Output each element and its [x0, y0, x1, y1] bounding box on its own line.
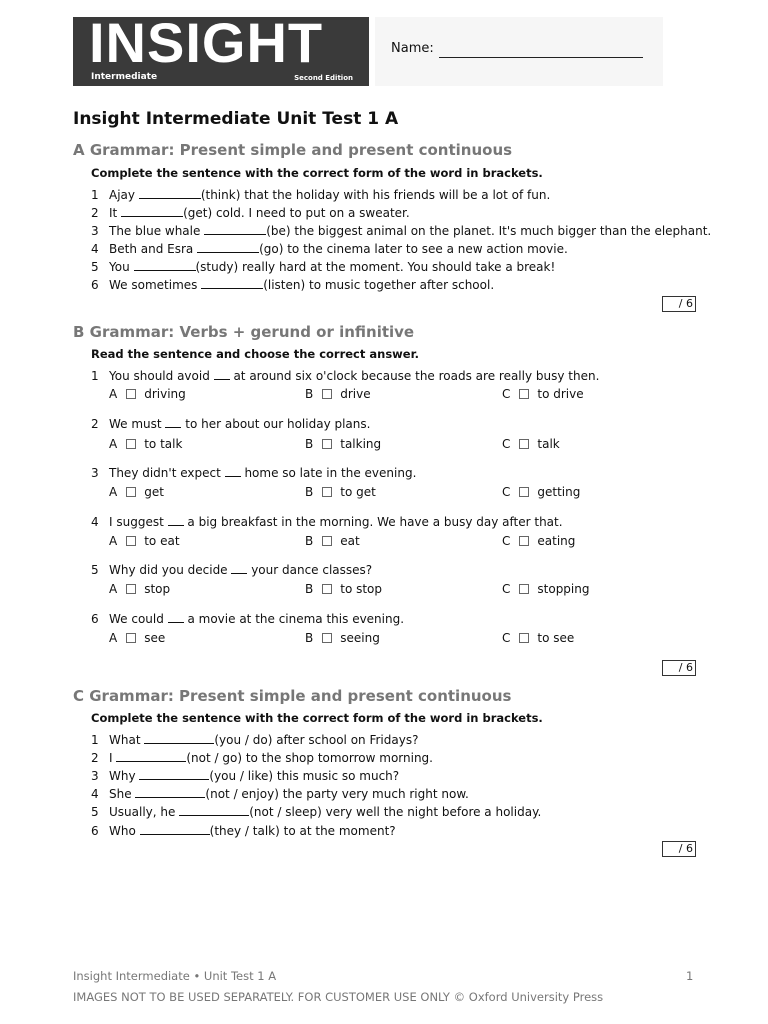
section-c-title: C Grammar: Present simple and present continuous	[73, 687, 512, 705]
checkbox[interactable]	[322, 389, 332, 399]
question-a2: 2 It (get) cold. I need to put on a sweater.	[91, 206, 410, 220]
checkbox[interactable]	[519, 584, 529, 594]
checkbox[interactable]	[322, 633, 332, 643]
checkbox[interactable]	[126, 487, 136, 497]
question-b6: 6 We could a movie at the cinema this evening.	[91, 612, 405, 626]
question-b1: 1 You should avoid at around six o'clock because the roads are really busy then.	[91, 369, 600, 383]
checkbox[interactable]	[322, 536, 332, 546]
option-b1-a[interactable]: A driving	[109, 387, 186, 401]
question-b2: 2 We must to her about our holiday plans.	[91, 417, 371, 431]
checkbox[interactable]	[322, 487, 332, 497]
option-b2-b[interactable]: B talking	[305, 437, 382, 451]
page-number: 1	[686, 969, 694, 983]
option-b5-b[interactable]: B to stop	[305, 582, 383, 596]
checkbox[interactable]	[126, 389, 136, 399]
question-a4: 4 Beth and Esra (go) to the cinema later to see a new action movie.	[91, 242, 568, 256]
answer-blank[interactable]	[139, 769, 209, 780]
question-a3: 3 The blue whale (be) the biggest animal on the planet. It's much bigger than the elephant.	[91, 224, 712, 238]
option-b3-c[interactable]: C getting	[502, 485, 581, 499]
option-b2-a[interactable]: A to talk	[109, 437, 183, 451]
question-b5: 5 Why did you decide your dance classes?	[91, 563, 373, 577]
name-label: Name:	[391, 41, 434, 56]
section-a-title: A Grammar: Present simple and present continuous	[73, 141, 513, 159]
option-b1-b[interactable]: B drive	[305, 387, 371, 401]
gap	[165, 417, 181, 428]
answer-blank[interactable]	[134, 260, 196, 271]
logo-level: Intermediate	[91, 72, 158, 82]
answer-blank[interactable]	[144, 733, 214, 744]
option-b4-a[interactable]: A to eat	[109, 534, 180, 548]
option-b6-b[interactable]: B seeing	[305, 631, 380, 645]
checkbox[interactable]	[322, 584, 332, 594]
section-b-score: / 6	[662, 660, 696, 676]
option-b5-a[interactable]: A stop	[109, 582, 171, 596]
answer-blank[interactable]	[140, 824, 210, 835]
question-b3: 3 They didn't expect home so late in the evening.	[91, 466, 417, 480]
option-b3-b[interactable]: B to get	[305, 485, 376, 499]
gap	[225, 466, 241, 477]
section-c-instruction: Complete the sentence with the correct form of the word in brackets.	[91, 711, 543, 725]
name-field-box	[375, 17, 663, 86]
question-c4: 4 She (not / enjoy) the party very much right now.	[91, 787, 469, 801]
copyright-notice: IMAGES NOT TO BE USED SEPARATELY. FOR CUSTOMER USE ONLY © Oxford University Press	[73, 990, 604, 1004]
section-a-score: / 6	[662, 296, 696, 312]
answer-blank[interactable]	[139, 188, 201, 199]
checkbox[interactable]	[322, 439, 332, 449]
question-c3: 3 Why (you / like) this music so much?	[91, 769, 400, 783]
option-b2-c[interactable]: C talk	[502, 437, 560, 451]
checkbox[interactable]	[519, 439, 529, 449]
answer-blank[interactable]	[121, 206, 183, 217]
checkbox[interactable]	[519, 536, 529, 546]
page-title: Insight Intermediate Unit Test 1 A	[73, 109, 399, 129]
gap	[214, 369, 230, 380]
checkbox[interactable]	[519, 487, 529, 497]
insight-logo	[73, 17, 369, 86]
section-b-instruction: Read the sentence and choose the correct answer.	[91, 347, 419, 361]
answer-blank[interactable]	[116, 751, 186, 762]
option-b6-a[interactable]: A see	[109, 631, 166, 645]
option-b5-c[interactable]: C stopping	[502, 582, 590, 596]
logo-edition: Second Edition	[294, 74, 353, 82]
gap	[231, 563, 247, 574]
checkbox[interactable]	[519, 633, 529, 643]
answer-blank[interactable]	[197, 242, 259, 253]
option-b4-b[interactable]: B eat	[305, 534, 360, 548]
name-input-line[interactable]	[439, 57, 643, 58]
question-a6: 6 We sometimes (listen) to music together after school.	[91, 278, 495, 292]
logo-title: INSIGHT	[89, 17, 324, 74]
question-c2: 2 I (not / go) to the shop tomorrow morning.	[91, 751, 433, 765]
section-c-score: / 6	[662, 841, 696, 857]
option-b1-c[interactable]: C to drive	[502, 387, 584, 401]
question-c1: 1 What (you / do) after school on Fridays?	[91, 733, 419, 747]
checkbox[interactable]	[519, 389, 529, 399]
gap	[168, 612, 184, 623]
answer-blank[interactable]	[204, 224, 266, 235]
checkbox[interactable]	[126, 584, 136, 594]
option-b4-c[interactable]: C eating	[502, 534, 576, 548]
gap	[168, 515, 184, 526]
footer-title: Insight Intermediate • Unit Test 1 A	[73, 969, 277, 983]
question-b4: 4 I suggest a big breakfast in the morning. We have a busy day after that.	[91, 515, 563, 529]
answer-blank[interactable]	[135, 787, 205, 798]
option-b3-a[interactable]: A get	[109, 485, 164, 499]
checkbox[interactable]	[126, 439, 136, 449]
question-a1: 1 Ajay (think) that the holiday with his friends will be a lot of fun.	[91, 188, 551, 202]
checkbox[interactable]	[126, 633, 136, 643]
question-c6: 6 Who (they / talk) to at the moment?	[91, 824, 396, 838]
checkbox[interactable]	[126, 536, 136, 546]
option-b6-c[interactable]: C to see	[502, 631, 575, 645]
section-a-instruction: Complete the sentence with the correct form of the word in brackets.	[91, 166, 543, 180]
answer-blank[interactable]	[179, 805, 249, 816]
section-b-title: B Grammar: Verbs + gerund or infinitive	[73, 323, 415, 341]
answer-blank[interactable]	[201, 278, 263, 289]
question-a5: 5 You (study) really hard at the moment. You should take a break!	[91, 260, 556, 274]
question-c5: 5 Usually, he (not / sleep) very well the night before a holiday.	[91, 805, 542, 819]
